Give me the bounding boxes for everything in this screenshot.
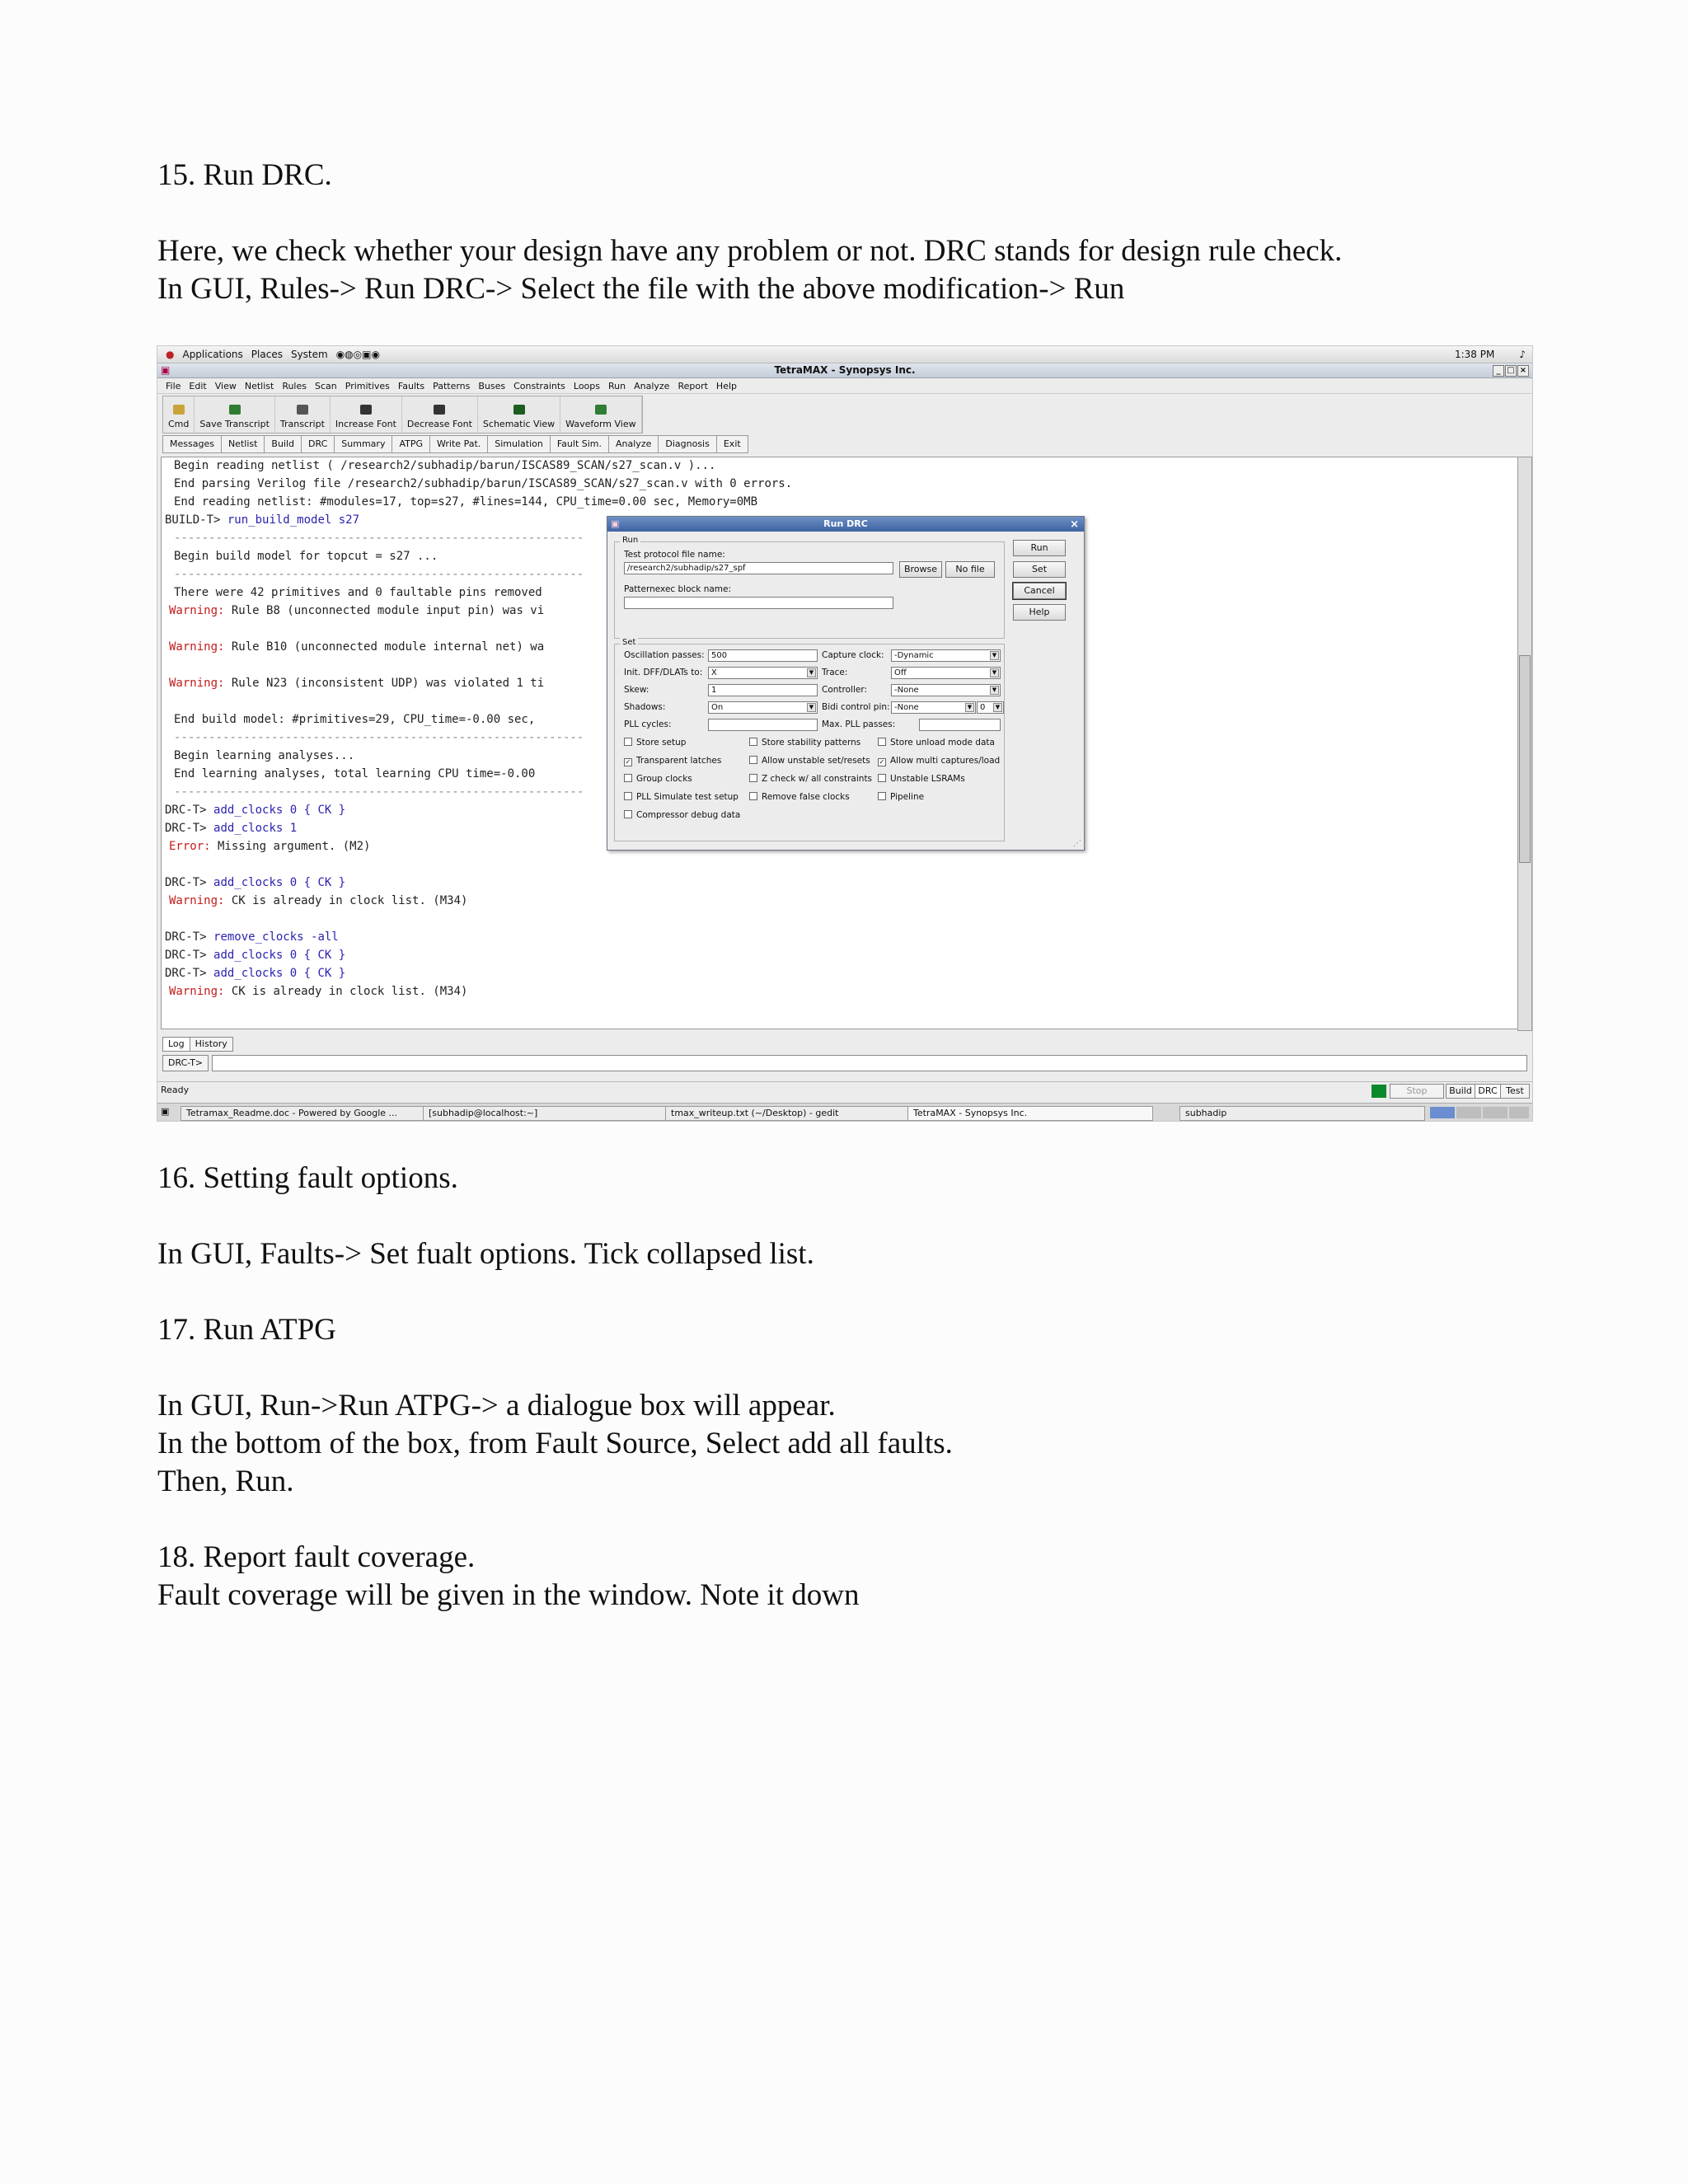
toolbar-label: Increase Font [335, 419, 396, 429]
menu-file[interactable]: File [166, 380, 181, 391]
warning-tag: Warning: [169, 985, 225, 998]
checkbox-label: Allow multi captures/load [890, 756, 1001, 766]
prompt: DRC-T> [165, 876, 207, 889]
console-warning [169, 985, 467, 998]
patternexec-label: Patternexec block name: [624, 584, 732, 594]
warning-text: CK is already in clock list. (M34) [231, 894, 468, 907]
unchecked-box-icon[interactable] [624, 738, 632, 746]
error-text: Missing argument. (M2) [218, 840, 371, 853]
command: add_clocks 0 { CK } [213, 967, 346, 980]
checkbox-label: Pipeline [890, 792, 925, 802]
patternexec-input[interactable] [624, 597, 893, 609]
section-18-heading: 18. Report fault coverage. [157, 1540, 476, 1574]
section-16-line1: In GUI, Faults-> Set fualt options. Tick collapsed list. [157, 1237, 814, 1271]
console-command-line [165, 930, 339, 944]
console-command-line [165, 804, 345, 817]
maximize-icon[interactable]: □ [1505, 365, 1517, 377]
section-16 [157, 1160, 953, 1615]
checkbox-store-unload-mode-data[interactable] [878, 738, 995, 748]
tab-diagnosis[interactable]: Diagnosis [658, 435, 716, 453]
console-line: End learning analyses, total learning CPU time=-0.00 [174, 767, 536, 780]
command-tabs [162, 435, 748, 453]
warning-tag: Warning: [169, 604, 225, 617]
command: add_clocks 0 { CK } [213, 804, 346, 817]
max-pll-label: Max. PLL passes: [822, 719, 896, 729]
console-separator: ----------------------------------------------------------- [174, 731, 584, 744]
tab-simulation[interactable]: Simulation [487, 435, 551, 453]
checkbox-unstable-lsrams[interactable] [878, 774, 965, 784]
toolbar-label: Schematic View [482, 419, 556, 429]
checkbox-remove-false-clocks[interactable] [749, 792, 850, 802]
capture-clock-label: Capture clock: [822, 650, 884, 660]
shadows-select[interactable] [708, 701, 818, 714]
build-mode-button[interactable]: Build [1446, 1084, 1475, 1099]
capture-clock-value: -Dynamic [894, 651, 934, 660]
minimize-icon[interactable]: _ [1493, 365, 1504, 377]
bidi-value: -None [894, 703, 919, 712]
panel-clock: 1:38 PM [1454, 349, 1495, 360]
unchecked-box-icon[interactable] [878, 792, 886, 800]
unchecked-box-icon[interactable] [878, 774, 886, 782]
toolbar-transcript-button[interactable] [275, 396, 331, 433]
menu-scan[interactable]: Scan [315, 380, 337, 391]
console-line: Begin build model for topcut = s27 ... [174, 550, 438, 563]
unchecked-box-icon[interactable] [749, 756, 757, 764]
trace-value: Off [894, 668, 907, 677]
window-title: TetraMAX - Synopsys Inc. [774, 364, 916, 376]
drc-mode-button[interactable]: DRC [1475, 1084, 1501, 1099]
menu-report[interactable]: Report [678, 380, 708, 391]
checkbox-compressor-debug-data[interactable] [624, 810, 740, 820]
command: add_clocks 0 { CK } [213, 949, 346, 962]
chevron-down-icon[interactable]: ▼ [990, 686, 999, 695]
checkbox-label: Z check w/ all constraints [762, 774, 873, 784]
section-15-line1: Here, we check whether your design have any problem or not. DRC stands for design rule check. [157, 234, 1343, 268]
taskbar [157, 1103, 1532, 1121]
console-line: End parsing Verilog file /research2/subhadip/barun/ISCAS89_SCAN/s27_scan.v with 0 errors. [174, 477, 793, 490]
prompt: DRC-T> [165, 967, 207, 980]
menu-netlist[interactable]: Netlist [244, 380, 274, 391]
capture-clock-select[interactable] [891, 649, 1001, 662]
warning-text: Rule B8 (unconnected module input pin) was vi [231, 604, 545, 617]
menu-rules[interactable]: Rules [282, 380, 307, 391]
prompt: DRC-T> [165, 822, 207, 835]
tab-log[interactable]: Log [162, 1037, 190, 1052]
section-15 [157, 157, 1342, 308]
prompt-label: DRC-T> [162, 1055, 209, 1071]
menu-loops[interactable]: Loops [573, 380, 600, 391]
save-transcript-icon [229, 405, 241, 415]
warning-text: CK is already in clock list. (M34) [231, 985, 468, 998]
checkbox-label: Store stability patterns [762, 738, 861, 748]
skew-label: Skew: [624, 685, 649, 695]
gnome-top-panel [157, 346, 1532, 363]
app-icon: ▣ [161, 364, 171, 376]
console-command-line [165, 822, 297, 835]
tab-build[interactable]: Build [264, 435, 302, 453]
command: add_clocks 1 [213, 822, 298, 835]
checkbox-group-clocks[interactable] [624, 774, 692, 784]
chevron-down-icon[interactable]: ▼ [807, 668, 816, 677]
section-17-line3: Then, Run. [157, 1465, 294, 1498]
bidi-select[interactable] [891, 701, 976, 714]
tab-summary[interactable]: Summary [334, 435, 392, 453]
dialog-title [607, 517, 1084, 532]
decrease-font-icon [434, 405, 445, 415]
checkbox-label: Remove false clocks [762, 792, 850, 802]
help-button[interactable]: Help [1013, 604, 1066, 621]
warning-text: Rule B10 (unconnected module internal net) wa [231, 640, 545, 654]
section-15-line2: In GUI, Rules-> Run DRC-> Select the file with the above modification-> Run [157, 272, 1125, 306]
warning-tag: Warning: [169, 677, 225, 690]
launcher-icons[interactable]: ◉◍◎▣◉ [335, 349, 380, 360]
task-terminal[interactable]: [subhadip@localhost:~] [423, 1106, 668, 1121]
skew-input[interactable]: 1 [708, 684, 818, 696]
system-menu[interactable]: System [290, 349, 328, 360]
command: run_build_model s27 [227, 513, 360, 527]
pll-cycles-input[interactable] [708, 719, 818, 731]
toolbar-label: Transcript [279, 419, 325, 429]
oscillation-label: Oscillation passes: [624, 650, 705, 660]
cmd-icon [173, 405, 185, 415]
section-17-line2: In the bottom of the box, from Fault Source, Select add all faults. [157, 1427, 953, 1460]
tab-drc[interactable]: DRC [301, 435, 335, 453]
close-icon[interactable]: × [1517, 365, 1529, 377]
section-16-heading: 16. Setting fault options. [157, 1161, 458, 1195]
trace-label: Trace: [822, 668, 848, 677]
checkbox-label: PLL Simulate test setup [636, 792, 738, 802]
section-18-line1: Fault coverage will be given in the window. Note it down [157, 1578, 860, 1612]
warning-tag: Warning: [169, 894, 225, 907]
resize-grip-icon[interactable]: ⋰ [1073, 839, 1081, 848]
menu-run[interactable]: Run [608, 380, 626, 391]
section-15-heading: 15. Run DRC. [157, 158, 332, 192]
set-button[interactable]: Set [1013, 561, 1066, 578]
unchecked-box-icon[interactable] [749, 774, 757, 782]
console-separator: ----------------------------------------------------------- [174, 785, 584, 799]
dialog-title-text: Run DRC [823, 518, 868, 529]
console-scrollbar[interactable] [1517, 457, 1532, 1031]
toolbar-save-transcript-button[interactable] [195, 396, 275, 433]
section-17-line1: In GUI, Run->Run ATPG-> a dialogue box will appear. [157, 1389, 836, 1422]
tab-fault-sim[interactable]: Fault Sim. [550, 435, 609, 453]
waveform-view-icon [595, 405, 607, 415]
checkbox-transparent-latches[interactable] [624, 756, 721, 766]
task-gedit[interactable]: tmax_writeup.txt (~/Desktop) - gedit [665, 1106, 911, 1121]
menu-primitives[interactable]: Primitives [345, 380, 390, 391]
trace-select[interactable] [891, 667, 1001, 679]
schematic-view-icon [513, 405, 525, 415]
workspace-3[interactable] [1483, 1107, 1507, 1118]
run-button[interactable]: Run [1013, 540, 1066, 556]
tab-analyze[interactable]: Analyze [608, 435, 659, 453]
toolbar-cmd-button[interactable] [163, 396, 195, 433]
cancel-button[interactable]: Cancel [1013, 583, 1066, 599]
toolbar-label: Decrease Font [406, 419, 472, 429]
checkbox-allow-multi-captures-load[interactable] [878, 756, 1000, 766]
bidi-level-value: 0 [980, 703, 986, 712]
protocol-file-input[interactable]: /research2/subhadip/s27_spf [624, 562, 893, 574]
menu-constraints[interactable]: Constraints [513, 380, 565, 391]
console-line: End build model: #primitives=29, CPU_time=-0.00 sec, [174, 713, 536, 726]
tab-messages[interactable]: Messages [162, 435, 222, 453]
console-line: Begin reading netlist ( /research2/subhadip/barun/ISCAS89_SCAN/s27_scan.v )... [174, 459, 716, 472]
checked-box-icon[interactable]: ✓ [625, 758, 631, 766]
tab-write-pat[interactable]: Write Pat. [429, 435, 488, 453]
console-error [169, 840, 370, 853]
unchecked-box-icon[interactable] [624, 810, 632, 818]
checkbox-label: Unstable LSRAMs [890, 774, 965, 784]
console-warning [169, 640, 544, 654]
console-warning [169, 677, 544, 690]
protocol-label: Test protocol file name: [624, 550, 725, 560]
toolbar-waveform-view-button[interactable] [560, 396, 641, 433]
bidi-level-select[interactable] [977, 701, 1004, 714]
browse-button[interactable]: Browse [899, 561, 942, 578]
chevron-down-icon[interactable]: ▼ [993, 703, 1002, 712]
checkbox-allow-unstable-set-resets[interactable] [749, 756, 870, 766]
volume-icon[interactable]: ♪ [1519, 349, 1526, 360]
task-google-doc[interactable]: Tetramax_Readme.doc - Powered by Google ... [181, 1106, 426, 1121]
checkbox-label: Store setup [636, 738, 687, 748]
checkbox-label: Compressor debug data [636, 810, 741, 820]
tab-atpg[interactable]: ATPG [392, 435, 430, 453]
chevron-down-icon[interactable]: ▼ [807, 703, 816, 712]
dialog-icon: ▣ [611, 518, 620, 529]
redhat-icon: ● [166, 349, 175, 360]
checkbox-z-check-w-all-constraints[interactable] [749, 774, 872, 784]
window-titlebar [157, 363, 1532, 378]
tab-netlist[interactable]: Netlist [221, 435, 265, 453]
run-drc-dialog [607, 516, 1085, 851]
command: remove_clocks -all [213, 930, 339, 944]
init-dff-select[interactable] [708, 667, 818, 679]
checkbox-store-setup[interactable] [624, 738, 686, 748]
status-indicator [1372, 1085, 1386, 1098]
bidi-label: Bidi control pin: [822, 702, 890, 712]
applications-menu[interactable]: Applications [182, 349, 243, 360]
init-dff-value: X [711, 668, 717, 677]
places-menu[interactable]: Places [251, 349, 283, 360]
max-pll-input[interactable] [919, 719, 1001, 731]
checkbox-label: Transparent latches [636, 756, 722, 766]
shadows-label: Shadows: [624, 702, 666, 712]
controller-select[interactable] [891, 684, 1001, 696]
console-line: There were 42 primitives and 0 faultable pins removed [174, 586, 542, 599]
init-dff-label: Init. DFF/DLATs to: [624, 668, 703, 677]
unchecked-box-icon[interactable] [878, 738, 886, 746]
dialog-close-icon[interactable]: × [1070, 518, 1079, 531]
toolbar-increase-font-button[interactable] [331, 396, 402, 433]
prompt: DRC-T> [165, 804, 207, 817]
console-warning [169, 894, 467, 907]
toolbar-label: Waveform View [565, 419, 636, 429]
unchecked-box-icon[interactable] [749, 792, 757, 800]
console-line: End reading netlist: #modules=17, top=s27, #lines=144, CPU_time=0.00 sec, Memory=0MB [174, 495, 758, 509]
pll-cycles-label: PLL cycles: [624, 719, 672, 729]
unchecked-box-icon[interactable] [624, 792, 632, 800]
status-ready: Ready [161, 1085, 190, 1095]
warning-text: Rule N23 (inconsistent UDP) was violated 1 ti [231, 677, 545, 690]
console-command-line [165, 967, 345, 980]
checkbox-pll-simulate-test-setup[interactable] [624, 792, 738, 802]
toolbar-label: Save Transcript [199, 419, 270, 429]
toolbar-schematic-view-button[interactable] [478, 396, 560, 433]
console-command-line [165, 513, 359, 527]
run-group-label: Run [620, 536, 640, 545]
scrollbar-thumb[interactable] [1519, 655, 1531, 863]
task-subhadip[interactable]: subhadip [1179, 1106, 1425, 1121]
error-tag: Error: [169, 840, 211, 853]
menubar [157, 378, 1532, 394]
checkbox-store-stability-patterns[interactable] [749, 738, 860, 748]
checkbox-pipeline[interactable] [878, 792, 924, 802]
tab-history[interactable]: History [190, 1037, 233, 1052]
status-bar [157, 1081, 1532, 1099]
console-separator: ----------------------------------------------------------- [174, 568, 584, 581]
log-history-tabs [162, 1037, 232, 1052]
menu-patterns[interactable]: Patterns [433, 380, 471, 391]
console-separator: ----------------------------------------------------------- [174, 532, 584, 545]
console-command-line [165, 949, 345, 962]
tab-exit[interactable]: Exit [716, 435, 748, 453]
command: add_clocks 0 { CK } [213, 876, 346, 889]
test-mode-button[interactable]: Test [1500, 1084, 1530, 1099]
workspace-4[interactable] [1509, 1107, 1529, 1118]
chevron-down-icon[interactable]: ▼ [990, 651, 999, 660]
shadows-value: On [711, 703, 724, 712]
toolbar-decrease-font-button[interactable] [402, 396, 478, 433]
workspace-1[interactable] [1430, 1107, 1455, 1118]
task-tetramax[interactable]: TetraMAX - Synopsys Inc. [907, 1106, 1153, 1121]
unchecked-box-icon[interactable] [624, 774, 632, 782]
checkbox-label: Allow unstable set/resets [762, 756, 870, 766]
toolbar-label: Cmd [168, 419, 190, 429]
checkbox-label: Group clocks [636, 774, 692, 784]
chevron-down-icon[interactable]: ▼ [990, 668, 999, 677]
tetramax-screenshot [157, 346, 1532, 1121]
warning-tag: Warning: [169, 640, 225, 654]
chevron-down-icon[interactable]: ▼ [965, 703, 974, 712]
set-group-label: Set [620, 638, 638, 647]
menu-help[interactable]: Help [715, 380, 737, 391]
checked-box-icon[interactable]: ✓ [879, 758, 885, 766]
no-file-button[interactable]: No file [945, 561, 995, 578]
show-desktop-icon[interactable]: ▣ [161, 1106, 170, 1117]
unchecked-box-icon[interactable] [749, 738, 757, 746]
console-line: Begin learning analyses... [174, 749, 355, 762]
menu-faults[interactable]: Faults [397, 380, 425, 391]
oscillation-input[interactable]: 500 [708, 649, 818, 662]
toolbar [162, 396, 643, 434]
console-warning [169, 604, 544, 617]
prompt: DRC-T> [165, 949, 207, 962]
prompt: DRC-T> [165, 930, 207, 944]
section-17-heading: 17. Run ATPG [157, 1313, 336, 1347]
increase-font-icon [360, 405, 372, 415]
prompt: BUILD-T> [165, 513, 221, 527]
controller-label: Controller: [822, 685, 868, 695]
checkbox-label: Store unload mode data [890, 738, 995, 748]
transcript-icon [297, 405, 308, 415]
menu-view[interactable]: View [214, 380, 237, 391]
console-command-line [165, 876, 345, 889]
menu-edit[interactable]: Edit [189, 380, 207, 391]
workspace-2[interactable] [1456, 1107, 1481, 1118]
menu-buses[interactable]: Buses [478, 380, 506, 391]
menu-analyze[interactable]: Analyze [634, 380, 670, 391]
command-prompt [162, 1055, 1527, 1071]
controller-value: -None [894, 686, 919, 695]
command-input[interactable] [212, 1055, 1527, 1071]
stop-button[interactable]: Stop [1390, 1084, 1444, 1099]
